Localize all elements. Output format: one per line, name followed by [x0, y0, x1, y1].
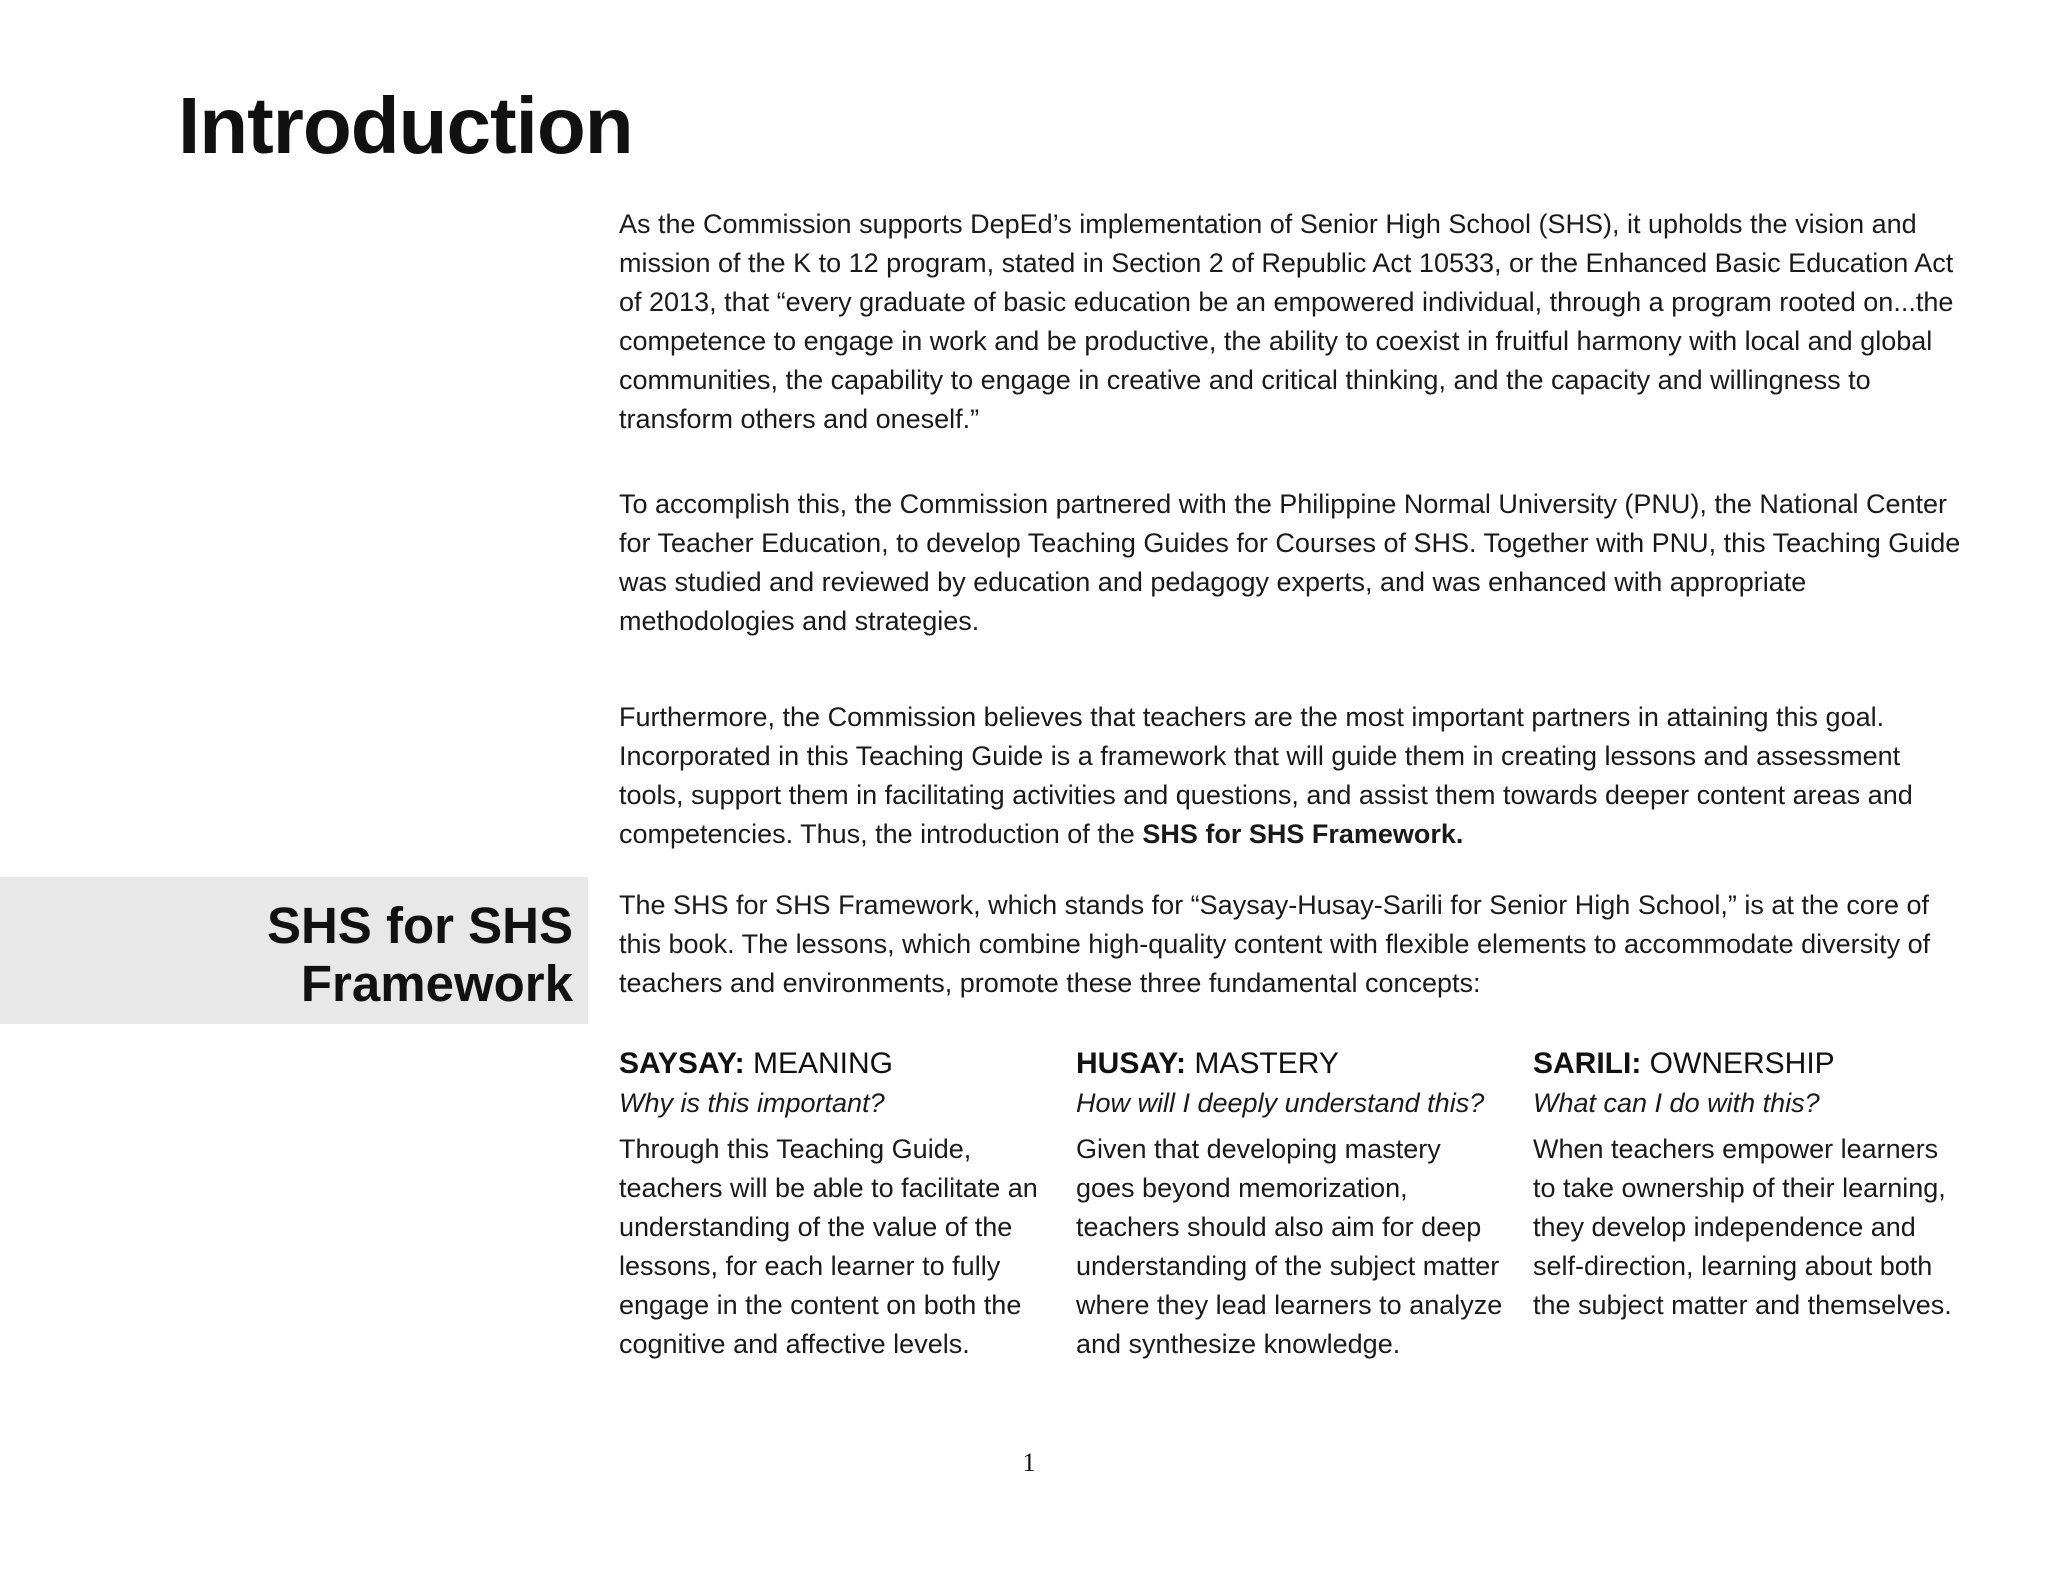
concept-column-saysay	[619, 1044, 1049, 1364]
framework-description: The SHS for SHS Framework, which stands for “Saysay-Husay-Sarili for Senior High School,” is at the core of this book. The lessons, which combine high-quality content with flexible elements to accommodate diversity of teachers and environments, promote these three fundamental concepts:	[619, 890, 1931, 998]
concept-key: SAYSAY:	[619, 1047, 745, 1080]
concept-column-sarili	[1533, 1044, 1963, 1325]
concept-body: Given that developing mastery goes beyond memorization, teachers should also aim for deep understanding of the subject matter where they lead learners to analyze and synthesize knowledge.	[1076, 1134, 1503, 1359]
concept-question: How will I deeply understand this?	[1076, 1088, 1485, 1118]
intro-paragraph-3-text: Furthermore, the Commission believes that teachers are the most important partners in attaining this goal. Incorporated in this Teaching Guide is a framework that will guide them in creating lessons and assessment tools, support them in facilitating activities and questions, and assist them towards deeper content areas and competencies. Thus, the introduction of the	[619, 702, 1913, 849]
concept-key: HUSAY:	[1076, 1047, 1187, 1080]
concept-heading	[1076, 1044, 1506, 1084]
framework-heading	[267, 897, 573, 1013]
page-title: Introduction	[178, 81, 633, 170]
concept-key: SARILI:	[1533, 1047, 1642, 1080]
framework-heading-line-2: Framework	[300, 955, 573, 1012]
concept-heading	[1533, 1044, 1963, 1084]
concept-heading	[619, 1044, 1049, 1084]
concept-body: When teachers empower learners to take ownership of their learning, they develop independence and self-direction, learning about both the subject matter and themselves.	[1533, 1134, 1952, 1320]
framework-heading-box	[0, 877, 588, 1024]
concept-name: OWNERSHIP	[1641, 1047, 1835, 1080]
intro-paragraph-3	[619, 698, 1964, 854]
framework-name-emphasis: SHS for SHS Framework.	[1142, 819, 1464, 849]
intro-paragraph-1: As the Commission supports DepEd’s implementation of Senior High School (SHS), it upholds the vision and mission of the K to 12 program, stated in Section 2 of Republic Act 10533, or the Enhanced Basic Education Act of 2013, that “every graduate of basic education be an empowered individual, through a program rooted on...the competence to engage in work and be productive, the ability to coexist in fruitful harmony with local and global communities, the capability to engage in creative and critical thinking, and the capacity and willingness to transform others and oneself.”	[619, 209, 1954, 434]
concept-name: MEANING	[744, 1047, 893, 1080]
framework-heading-line-1: SHS for SHS	[266, 897, 573, 954]
concept-column-husay	[1076, 1044, 1506, 1364]
page-number: 1	[1022, 1448, 1036, 1477]
concept-question: Why is this important?	[619, 1088, 885, 1118]
intro-paragraph-2: To accomplish this, the Commission partnered with the Philippine Normal University (PNU), the National Center for Teacher Education, to develop Teaching Guides for Courses of SHS. Together with PNU, this Teaching Guide was studied and reviewed by education and pedagogy experts, and was enhanced with appropriate methodologies and strategies.	[619, 489, 1961, 636]
concept-body: Through this Teaching Guide, teachers will be able to facilitate an understanding of the value of the lessons, for each learner to fully engage in the content on both the cognitive and affective levels.	[619, 1134, 1038, 1359]
concept-name: MASTERY	[1186, 1047, 1339, 1080]
concept-question: What can I do with this?	[1533, 1088, 1820, 1118]
